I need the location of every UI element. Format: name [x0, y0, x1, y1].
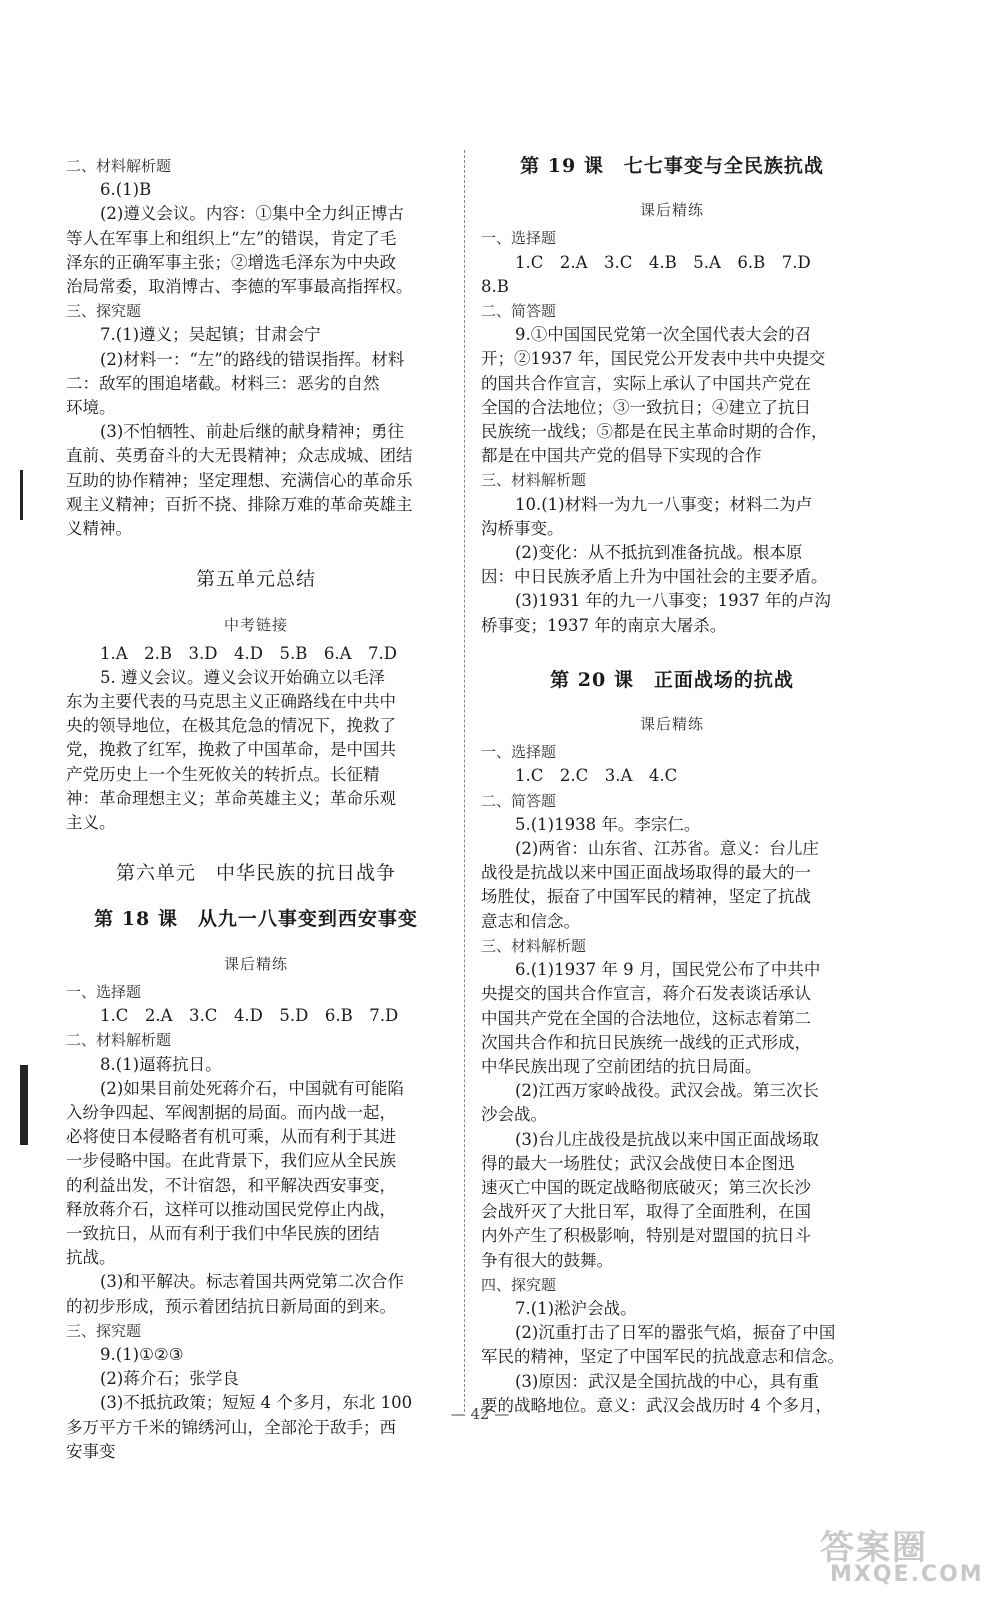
section-heading: 二、材料解析题 [66, 1031, 172, 1050]
text-line: (2)材料一：“左”的路线的错误指挥。材料 [100, 349, 405, 369]
scan-artifact [20, 470, 23, 520]
section-heading: 二、简答题 [481, 791, 557, 810]
section-heading: 一、选择题 [481, 229, 557, 248]
subsection-title: 课后精练 [639, 201, 704, 220]
text-line: 多万平方千米的锦绣河山，全部沦于敌手；西 [66, 1417, 396, 1437]
text-line: (2)两省：山东省、江苏省。意义：台儿庄 [515, 839, 819, 859]
subsection-title: 中考链接 [223, 616, 288, 635]
text-line: 央提交的国共合作宣言，蒋介石发表谈话承认 [481, 984, 811, 1004]
text-line: 产党历史上一个生死攸关的转折点。长征精 [66, 764, 380, 784]
text-line: 5.(1)1938 年。李宗仁。 [515, 814, 701, 834]
unit-title: 第六单元 中华民族的抗日战争 [115, 862, 396, 885]
text-line: 的国共合作宣言，实际上承认了中国共产党在 [481, 373, 811, 393]
text-line: 军民的精神，坚定了中国军民的抗战意志和信念。 [481, 1347, 844, 1367]
text-line: 全国的合法地位；③一致抗日；④建立了抗日 [481, 397, 811, 417]
text-line: 的初步形成，预示着团结抗日新局面的到来。 [66, 1296, 396, 1316]
text-line: 桥事变；1937 年的南京大屠杀。 [481, 615, 727, 635]
text-line: 中华民族出现了空前团结的抗日局面。 [481, 1056, 762, 1076]
text-line: 泽东的正确军事主张；②增选毛泽东为中央政 [66, 252, 396, 272]
text-line: 意志和信念。 [481, 911, 580, 931]
text-line: (2)蒋介石；张学良 [100, 1369, 239, 1389]
section-heading: 一、选择题 [481, 743, 557, 762]
lesson-title: 第 20 课 正面战场的抗战 [550, 668, 794, 691]
text-line: 1.C 2.A 3.C 4.B 5.A 6.B 7.D [515, 252, 811, 272]
text-line: 6.(1)B [100, 180, 152, 200]
text-line: 的利益出发，不计宿怨，和平解决西安事变， [66, 1175, 396, 1195]
text-line: 得的最大一场胜仗；武汉会战使日本企图迅 [481, 1153, 795, 1173]
text-line: 9.(1)①②③ [100, 1344, 184, 1364]
section-heading: 二、简答题 [481, 302, 557, 321]
text-line: 神：革命理想主义；革命英雄主义；革命乐观 [66, 788, 396, 808]
text-line: 场胜仗，振奋了中国军民的精神，坚定了抗战 [481, 887, 811, 907]
text-line: 沟桥事变。 [481, 518, 564, 538]
subsection-title: 课后精练 [223, 954, 288, 973]
column-divider [464, 150, 465, 1412]
text-line: 一步侵略中国。在此背景下，我们应从全民族 [66, 1151, 396, 1171]
text-line: 战役是抗战以来中国正面战场取得的最大的一 [481, 863, 811, 883]
text-line: 等人在军事上和组织上“左”的错误，肯定了毛 [66, 228, 397, 248]
text-line: 5. 遵义会议。遵义会议开始确立以毛泽 [100, 667, 385, 687]
text-line: (2)如果目前处死蒋介石，中国就有可能陷 [100, 1078, 404, 1098]
text-line: 开；②1937 年，国民党公开发表中共中央提交 [481, 349, 826, 369]
text-line: 10.(1)材料一为九一八事变；材料二为卢 [515, 494, 813, 514]
text-line: 会战歼灭了大批日军，取得了全面胜利，在国 [481, 1202, 811, 1222]
section-heading: 二、材料解析题 [66, 157, 172, 175]
section-heading: 三、探究题 [66, 1321, 142, 1340]
text-line: 8.B [481, 276, 509, 296]
right-column [481, 154, 863, 1418]
text-line: 央的领导地位，在极其危急的情况下，挽救了 [66, 716, 396, 736]
section-heading: 三、材料解析题 [481, 471, 587, 490]
text-line: (3)不抵抗政策；短短 4 个多月，东北 100 [100, 1393, 413, 1413]
text-line: 民族统一战线；⑤都是在民主革命时期的合作， [481, 422, 828, 442]
text-line: 沙会战。 [481, 1105, 547, 1125]
text-line: (3)台儿庄战役是抗战以来中国正面战场取 [515, 1129, 819, 1149]
section-heading: 三、探究题 [66, 302, 142, 321]
left-column [66, 154, 446, 1464]
text-line: 7.(1)淞沪会战。 [515, 1298, 637, 1318]
section-heading: 四、探究题 [481, 1275, 557, 1294]
text-line: 东为主要代表的马克思主义正确路线在中共中 [66, 692, 396, 712]
section-heading: 三、材料解析题 [481, 936, 587, 955]
subsection-title: 课后精练 [639, 715, 704, 734]
text-line: 9.①中国国民党第一次全国代表大会的召 [515, 325, 812, 345]
text-line: 因：中日民族矛盾上升为中国社会的主要矛盾。 [481, 567, 828, 587]
lesson-title: 第 18 课 从九一八事变到西安事变 [94, 908, 418, 931]
text-line: 环境。 [66, 398, 116, 418]
text-line: 二：敌军的围追堵截。材料三：恶劣的自然 [66, 373, 380, 393]
text-line: 要的战略地位。意义：武汉会战历时 4 个多月， [481, 1395, 832, 1415]
scan-artifact [20, 1065, 28, 1145]
text-line: 安事变 [66, 1441, 116, 1461]
text-line: (3)原因：武汉是全国抗战的中心，具有重 [515, 1371, 819, 1391]
text-line: 8.(1)逼蒋抗日。 [100, 1054, 222, 1074]
lesson-title: 第 19 课 七七事变与全民族抗战 [520, 155, 824, 177]
text-line: 6.(1)1937 年 9 月，国民党公布了中共中 [515, 960, 821, 980]
text-line: (2)遵义会议。内容：①集中全力纠正博古 [100, 204, 404, 224]
text-line: 观主义精神；百折不挠、排除万难的革命英雄主 [66, 494, 413, 514]
watermark-text: 答案圈 [820, 1528, 928, 1568]
text-line: 都是在中国共产党的倡导下实现的合作 [481, 446, 762, 466]
text-line: 一致抗日，从而有利于我们中华民族的团结 [66, 1223, 380, 1243]
text-line: 内外产生了积极影响，特别是对盟国的抗日斗 [481, 1226, 811, 1246]
text-line: 义精神。 [66, 519, 132, 539]
text-line: 主义。 [66, 813, 116, 833]
text-line: 党，挽救了红军，挽救了中国革命，是中国共 [66, 740, 396, 760]
text-line: 必将使日本侵略者有机可乘，从而有利于其进 [66, 1127, 396, 1147]
text-line: 入纷争四起、军阀割据的局面。而内战一起， [66, 1102, 396, 1122]
text-line: (2)变化：从不抵抗到准备抗战。根本原 [515, 543, 803, 563]
unit-title: 第五单元总结 [195, 568, 316, 591]
section-heading: 一、选择题 [66, 982, 142, 1001]
text-line: 7.(1)遵义；吴起镇；甘肃会宁 [100, 325, 321, 345]
watermark-url: MXQE.COM [830, 1562, 984, 1587]
text-line: 1.C 2.C 3.A 4.C [515, 766, 678, 786]
text-line: 1.C 2.A 3.C 4.D 5.D 6.B 7.D [100, 1006, 399, 1026]
watermark-logo [820, 1520, 984, 1590]
text-line: (3)不怕牺牲、前赴后继的献身精神；勇往 [100, 422, 404, 442]
text-line: (2)沉重打击了日军的嚣张气焰，振奋了中国 [515, 1323, 836, 1343]
text-line: 释放蒋介石，这样可以推动国民党停止内战， [66, 1199, 396, 1219]
text-line: 争有很大的鼓舞。 [481, 1250, 613, 1270]
page-number: — 42 — [450, 1405, 510, 1423]
text-line: 1.A 2.B 3.D 4.D 5.B 6.A 7.D [100, 643, 397, 663]
text-line: 速灭亡中国的既定战略彻底破灭；第三次长沙 [481, 1177, 811, 1197]
text-line: (2)江西万家岭战役。武汉会战。第三次长 [515, 1081, 819, 1101]
text-line: 治局常委，取消博古、李德的军事最高指挥权。 [66, 277, 413, 297]
text-line: 互助的协作精神；坚定理想、充满信心的革命乐 [66, 470, 413, 490]
text-line: 次国共合作和抗日民族统一战线的正式形成， [481, 1032, 811, 1052]
text-line: (3)1931 年的九一八事变；1937 年的卢沟 [515, 591, 831, 611]
text-line: 直前、英勇奋斗的大无畏精神；众志成城、团结 [66, 446, 413, 466]
text-line: 中国共产党在全国的合法地位，这标志着第二 [481, 1008, 811, 1028]
text-line: 抗战。 [66, 1248, 116, 1268]
text-line: (3)和平解决。标志着国共两党第二次合作 [100, 1272, 404, 1292]
